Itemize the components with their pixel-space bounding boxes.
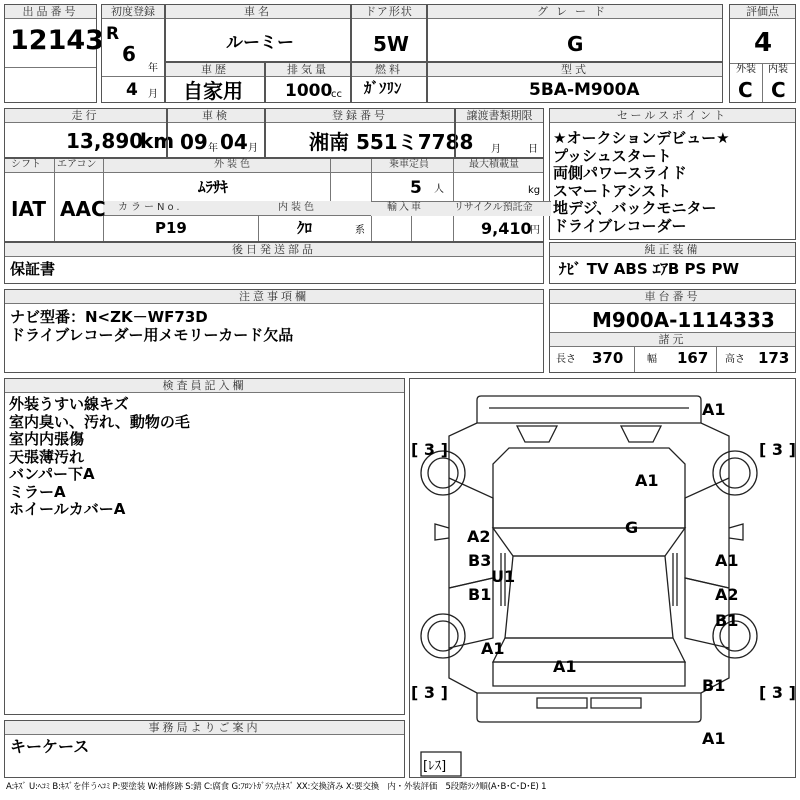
- inspector-line-7: ホイールカバーA: [9, 500, 126, 518]
- mark-tire-fl: [ 3 ]: [411, 440, 448, 459]
- lot-label: 出品番号: [5, 5, 96, 19]
- history-label: 車歴: [166, 63, 264, 77]
- score-int-label: 内装: [768, 64, 788, 75]
- caution-notes: [10, 309, 293, 344]
- first-reg-month-unit: 月: [148, 89, 158, 100]
- lot-number: 12143: [10, 25, 104, 56]
- mark-a2-right: A2: [715, 585, 739, 604]
- car-diagram: [409, 378, 796, 778]
- mark-a1-right: A1: [715, 551, 739, 570]
- spec-length-label: 長さ: [556, 354, 576, 365]
- first-reg-label: 初度登録: [102, 5, 164, 19]
- int-color-suffix: 系: [355, 225, 365, 236]
- equipment-value: ﾅﾋﾞ TV ABS ｴｱB PS PW: [559, 260, 740, 278]
- equipment-label: 純正装備: [550, 243, 795, 257]
- office-label: 事務局よりご案内: [5, 721, 404, 735]
- transfer-day-unit: 日: [528, 144, 538, 155]
- sales-points-label: セールスポイント: [550, 109, 795, 123]
- mark-u1-left: U1: [491, 567, 516, 586]
- spec-width-label: 幅: [647, 354, 657, 365]
- mark-g-windshield: G: [625, 518, 639, 537]
- shift-label: シフト: [11, 159, 41, 170]
- grade-value: G: [567, 32, 584, 56]
- inspector-line-4: 天張薄汚れ: [9, 447, 85, 466]
- inspection-month: 04: [220, 130, 248, 154]
- model-value: 5BA-M900A: [529, 80, 640, 100]
- sales-points-list: [553, 130, 730, 235]
- displacement-value: 1000: [285, 81, 333, 101]
- inspection-year: 09: [180, 130, 208, 154]
- displacement-unit: cc: [331, 89, 342, 100]
- capacity-unit: 人: [434, 184, 444, 195]
- caution-line-2: ドライブレコーダー用メモリーカード欠品: [10, 325, 294, 344]
- mark-b1-right: B1: [715, 611, 739, 630]
- registration-label: 登録番号: [266, 109, 454, 123]
- capacity-value: 5: [410, 178, 422, 198]
- recycle-value: 9,410: [481, 219, 532, 238]
- transfer-docs-label: 譲渡書類期限: [456, 109, 543, 123]
- ext-color-value: ﾑﾗｻｷ: [198, 178, 229, 196]
- inspector-line-1: 外装うすい線キズ: [9, 395, 129, 413]
- door-type: 5W: [373, 32, 409, 56]
- capacity-label: 乗車定員: [389, 159, 429, 170]
- shift-value: IAT: [11, 197, 47, 221]
- later-parts-box: [4, 242, 544, 284]
- first-reg-month: 4: [126, 80, 138, 100]
- score-ext-label: 外装: [736, 64, 756, 75]
- inspector-notes: [9, 396, 190, 519]
- import-label: 輸入車: [387, 202, 423, 213]
- caution-line-1: ナビ型番：N<ZK－WF73D: [10, 308, 208, 326]
- spec-width: 167: [677, 349, 709, 367]
- color-no-label: カラーNo.: [118, 202, 183, 213]
- aircon-label: エアコン: [57, 159, 97, 170]
- int-color-value: ｸﾛ: [297, 219, 313, 237]
- grade-label: グレード: [428, 5, 722, 19]
- fuel-label: 燃料: [352, 63, 426, 77]
- aircon-value: AAC: [60, 197, 106, 221]
- car-name: ルーミー: [226, 33, 294, 53]
- mileage-label: 走行: [5, 109, 166, 123]
- mark-tire-rr: [ 3 ]: [759, 683, 796, 702]
- history-value: 自家用: [183, 79, 243, 103]
- inspector-line-6: ミラーA: [9, 482, 66, 501]
- later-parts-value: 保証書: [10, 260, 56, 278]
- inspector-line-3: 室内内張傷: [9, 430, 85, 448]
- displacement-label: 排気量: [266, 63, 350, 77]
- chassis-label: 車台番号: [550, 290, 795, 304]
- first-reg-year: 6: [122, 42, 136, 66]
- transfer-month-unit: 月: [491, 144, 501, 155]
- mark-b1-left: B1: [468, 585, 492, 604]
- spec-height-label: 高さ: [725, 354, 745, 365]
- inspector-line-2: 室内臭い、汚れ、動物の毛: [9, 412, 190, 431]
- sales-point-4: スマートアシスト: [553, 181, 672, 200]
- mark-a1-bottom: A1: [702, 729, 726, 748]
- sales-point-3: 両側パワースライド: [553, 164, 687, 182]
- door-label: ドア形状: [352, 5, 426, 19]
- inspection-label: 車検: [168, 109, 264, 123]
- specs-label: 諸元: [550, 332, 795, 347]
- max-load-unit: kg: [528, 185, 541, 196]
- mark-a1-top: A1: [702, 400, 726, 419]
- recycle-unit: 円: [530, 225, 540, 236]
- ext-color-label: 外装色: [214, 159, 253, 170]
- mark-a1-hood: A1: [635, 471, 659, 490]
- score-label: 評価点: [730, 5, 795, 19]
- sales-point-5: 地デジ、バックモニター: [553, 199, 717, 217]
- max-load-label: 最大積載量: [469, 159, 519, 170]
- sales-point-2: プッシュスタート: [553, 146, 672, 165]
- fuel-value: ｶﾞｿﾘﾝ: [364, 79, 402, 97]
- mark-a1-rear-left: A1: [481, 639, 505, 658]
- model-label: 型式: [428, 63, 722, 77]
- inspection-year-unit: 年: [208, 143, 218, 154]
- sales-point-6: ドライブレコーダー: [553, 216, 687, 235]
- mark-b3-left: B3: [468, 551, 492, 570]
- inspector-line-5: バンパー下A: [9, 465, 95, 483]
- score-ext: C: [738, 78, 753, 102]
- car-name-label: 車名: [166, 5, 350, 19]
- caution-label: 注意事項欄: [5, 290, 543, 304]
- later-parts-label: 後日発送部品: [5, 243, 543, 257]
- mark-a1-roof: A1: [553, 657, 577, 676]
- first-reg-year-unit: 年: [148, 63, 158, 74]
- inspection-month-unit: 月: [248, 143, 258, 154]
- office-value: キーケース: [10, 737, 90, 756]
- color-no-value: P19: [155, 219, 187, 237]
- mark-tire-fr: [ 3 ]: [759, 440, 796, 459]
- registration-value: 湘南 551ミ7788: [309, 130, 474, 154]
- mark-spare: [ﾚｽ]: [423, 759, 447, 774]
- legend: A:ｷｽﾞ U:ﾍｺﾐ B:ｷｽﾞを伴うﾍｺﾐ P:要塗装 W:補修跡 S:錆 C:腐食 G:ﾌﾛﾝﾄｶﾞﾗｽ点ｷｽﾞ XX:交換済み X:要交換 内・外装評価 5段階ﾗﾝｸ順(A･B･C･D･E) 1: [6, 782, 547, 792]
- mark-a2-left: A2: [467, 527, 491, 546]
- recycle-label: リサイクル預託金: [454, 202, 533, 213]
- mark-b1-rear: B1: [702, 676, 726, 695]
- spec-height: 173: [758, 349, 790, 367]
- mileage-unit: km: [140, 129, 175, 153]
- mark-tire-rl: [ 3 ]: [411, 683, 448, 702]
- chassis-value: M900A-1114333: [592, 308, 775, 332]
- score-value: 4: [754, 28, 773, 58]
- mileage-value: 13,890: [66, 129, 144, 153]
- first-reg-era: R: [106, 24, 120, 44]
- sales-point-1: ★オークションデビュー★: [553, 129, 730, 147]
- int-color-label: 内装色: [278, 202, 317, 213]
- spec-length: 370: [592, 349, 624, 367]
- inspector-label: 検査員記入欄: [5, 379, 404, 393]
- score-int: C: [771, 78, 786, 102]
